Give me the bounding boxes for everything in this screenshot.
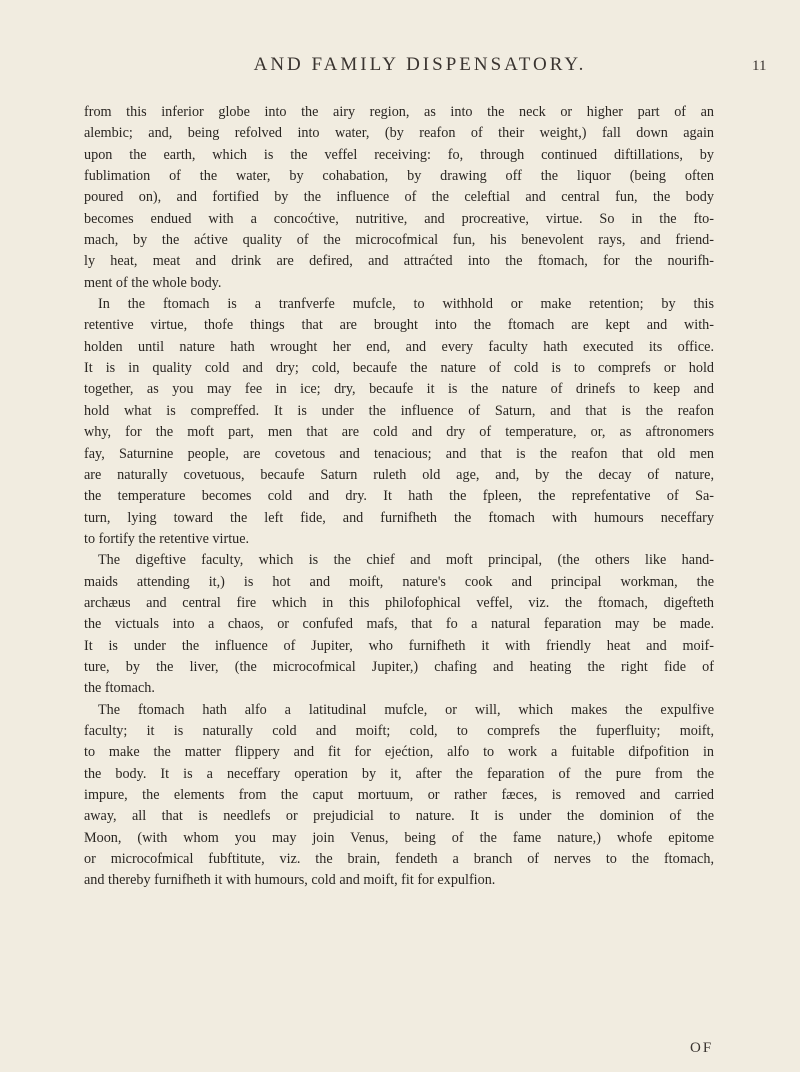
text-line: holden until nature hath wrought her end, and every faculty hath executed its office. (84, 338, 714, 355)
text-line: to fortify the retentive virtue. (84, 530, 250, 547)
text-line: alembic; and, being refolved into water, (by reafon of their weight,) fall down again (84, 125, 714, 142)
text-line: the body. It is a neceffary operation by it, after the feparation of the pure from the (84, 765, 714, 782)
text-line: to make the matter flippery and fit for ejećtion, alfo to work a fuitable difpofition in (84, 744, 714, 761)
text-line: are naturally covetuous, becaufe Saturn ruleth old age, and, by the decay of nature, (84, 466, 714, 483)
text-line: ly heat, meat and drink are defired, and attraćted into the ftomach, for the nourifh- (84, 253, 714, 270)
running-head: AND FAMILY DISPENSATORY. (253, 54, 587, 75)
text-line: the ftomach. (84, 680, 155, 697)
text-line: fay, Saturnine people, are covetous and tenacious; and that is the reafon that old men (84, 445, 714, 462)
text-line: The digeftive faculty, which is the chief and moft principal, (the others like hand- (98, 552, 714, 569)
text-line: hold what is compreffed. It is under the influence of Saturn, and that is the reafon (84, 402, 714, 419)
text-line: retentive virtue, thofe things that are brought into the ftomach are kept and with- (84, 317, 714, 334)
text-line: and thereby furnifheth it with humours, cold and moift, fit for expulfion. (84, 872, 496, 889)
text-line: ment of the whole body. (84, 274, 222, 291)
text-line: Moon, (with whom you may join Venus, being of the fame nature,) whofe epitome (84, 829, 714, 846)
text-line: together, as you may fee in ice; dry, becaufe it is the nature of drinefs to keep and (84, 381, 714, 398)
text-line: or microcofmical fubftitute, viz. the brain, fendeth a branch of nerves to the ftomach, (84, 851, 714, 868)
text-line: mach, by the aćtive quality of the microcofmical fun, his benevolent rays, and friend- (84, 232, 714, 249)
text-line: the temperature becomes cold and dry. It hath the fpleen, the reprefentative of Sa- (84, 488, 714, 505)
text-line: In the ftomach is a tranfverfe mufcle, to withhold or make retention; by this (98, 296, 714, 313)
text-line: from this inferior globe into the airy region, as into the neck or higher part of an (84, 104, 714, 120)
catchword: OF (690, 1040, 714, 1056)
body-text (84, 102, 714, 892)
text-line: faculty; it is naturally cold and moift; cold, to comprefs the fuperfluity; moift, (84, 722, 714, 739)
text-line: becomes endued with a concoćtive, nutritive, and procreative, virtue. So in the fto- (84, 210, 714, 227)
page-number: 11 (752, 58, 767, 74)
text-line: upon the earth, which is the veffel receiving: fo, through continued diftillations, by (84, 146, 714, 163)
text-line: away, all that is needlefs or prejudicial to nature. It is under the dominion of the (84, 808, 714, 825)
text-line: It is in quality cold and dry; cold, becaufe the nature of cold is to comprefs or hold (84, 360, 714, 377)
text-line: turn, lying toward the left fide, and furnifheth the ftomach with humours neceffary (84, 509, 714, 526)
text-line: why, for the moft part, men that are cold and dry of temperature, or, as aftronomers (84, 424, 714, 441)
text-line: ture, by the liver, (the microcofmical Jupiter,) chafing and heating the right fide of (84, 658, 714, 675)
text-line: archæus and central fire which in this philofophical veffel, viz. the ftomach, digefteth (84, 594, 714, 611)
text-line: fublimation of the water, by cohabation, by drawing off the liquor (being often (84, 168, 714, 185)
text-line: maids attending it,) is hot and moift, nature's cook and principal workman, the (84, 573, 714, 590)
text-line: The ftomach hath alfo a latitudinal mufcle, or will, which makes the expulfive (98, 701, 714, 718)
text-line: impure, the elements from the caput mortuum, or rather fæces, is removed and carried (84, 787, 714, 803)
text-line: the victuals into a chaos, or confufed mafs, that fo a natural feparation may be made. (84, 616, 714, 633)
text-line: It is under the influence of Jupiter, who furnifheth it with friendly heat and moif- (84, 637, 714, 654)
text-line: poured on), and fortified by the influence of the celeftial and central fun, the body (84, 189, 714, 206)
